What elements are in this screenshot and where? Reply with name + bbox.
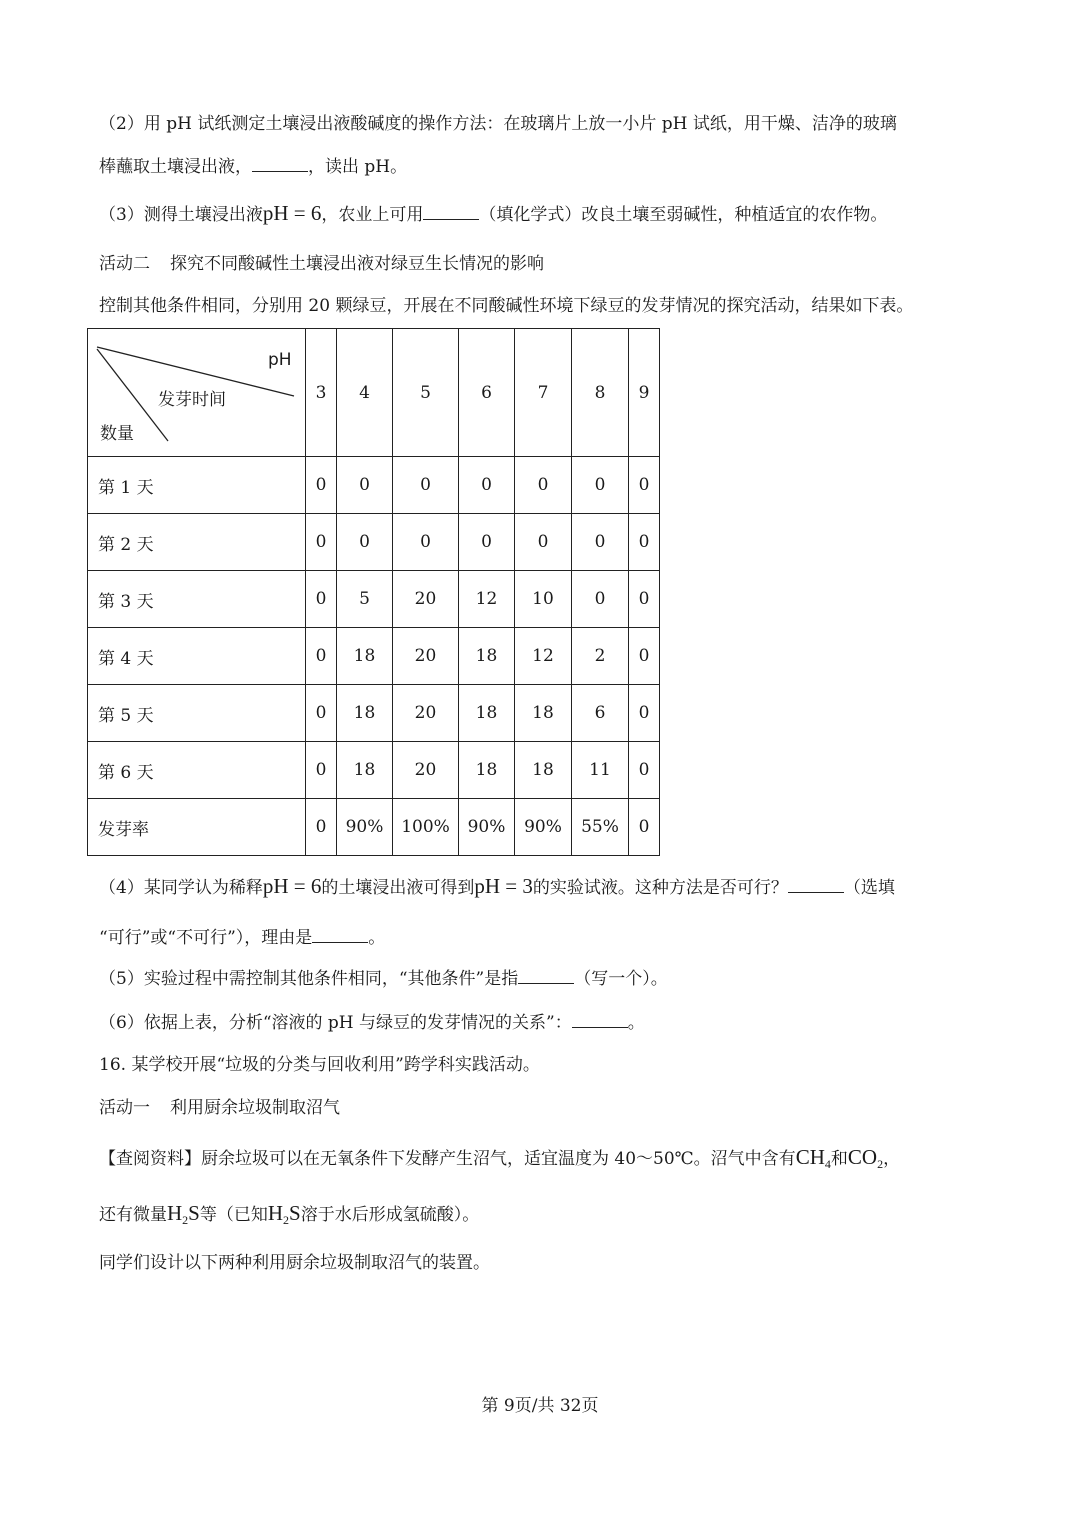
page-number-footer: 第 9页/共 32页 xyxy=(481,1396,599,1416)
table-cell: 11 xyxy=(572,742,629,799)
q5-line xyxy=(99,967,668,991)
table-cell: 12 xyxy=(515,628,572,685)
table-cell: 0 xyxy=(629,571,660,628)
table-cell: 0 xyxy=(629,742,660,799)
table-cell: 0 xyxy=(306,514,337,571)
row-label: 第 6 天 xyxy=(88,742,306,799)
row-label: 第 4 天 xyxy=(88,628,306,685)
q4-formula-2: pH = 3 xyxy=(474,874,533,898)
q3-pre: （3）测得土壤浸出液 xyxy=(99,205,263,225)
ph-header: 3 xyxy=(306,329,337,457)
q5-post: （写一个）。 xyxy=(574,969,668,989)
table-cell: 12 xyxy=(459,571,515,628)
corner-count-label: 数量 xyxy=(100,424,134,444)
q3-formula: pH = 6 xyxy=(262,201,322,225)
corner-time-label: 发芽时间 xyxy=(158,390,226,410)
table-cell: 0 xyxy=(629,799,660,856)
germination-table xyxy=(87,328,660,856)
ph-header: 7 xyxy=(515,329,572,457)
q2-line1: （2）用 pH 试纸测定土壤浸出液酸碱度的操作方法：在玻璃片上放一小片 pH 试纸，用干燥、洁净的玻璃 xyxy=(99,114,897,134)
ph-header: 8 xyxy=(572,329,629,457)
reference-text: 厨余垃圾可以在无氧条件下发酵产生沼气，适宜温度为 40～50℃。沼气中含有 xyxy=(201,1149,796,1169)
reference-line2-pre: 还有微量 xyxy=(99,1205,167,1225)
table-cell: 90% xyxy=(337,799,393,856)
reference-end: ， xyxy=(883,1149,901,1169)
q4-line2-post: 。 xyxy=(368,928,386,948)
table-cell: 0 xyxy=(306,799,337,856)
q4-line2-pre: “可行”或“不可行”），理由是 xyxy=(99,928,313,948)
q5-answer-blank[interactable] xyxy=(518,967,574,984)
table-cell: 100% xyxy=(393,799,459,856)
activity2-heading xyxy=(99,252,544,276)
q3-line xyxy=(99,201,887,227)
table-cell: 20 xyxy=(393,742,459,799)
table-cell: 0 xyxy=(515,514,572,571)
question-16: 16. 某学校开展“垃圾的分类与回收利用”跨学科实践活动。 xyxy=(99,1055,540,1075)
table-cell: 20 xyxy=(393,628,459,685)
q2-line2-pre: 棒蘸取土壤浸出液， xyxy=(99,157,252,177)
table-cell: 0 xyxy=(629,628,660,685)
table-cell: 0 xyxy=(393,514,459,571)
co2-base: CO xyxy=(847,1145,878,1169)
q6-answer-blank[interactable] xyxy=(572,1011,628,1028)
row-label: 发芽率 xyxy=(88,799,306,856)
h2s-2-sub: 2 xyxy=(283,1213,290,1227)
table-row xyxy=(88,685,660,742)
q4-tail: （选填 xyxy=(843,878,895,898)
table-cell: 18 xyxy=(459,628,515,685)
q3-mid: ，农业上可用 xyxy=(321,205,424,225)
table-cell: 0 xyxy=(337,514,393,571)
ph-header: 6 xyxy=(459,329,515,457)
q4-line1 xyxy=(99,874,895,900)
q2-line2 xyxy=(99,155,407,179)
row-label: 第 5 天 xyxy=(88,685,306,742)
table-cell: 18 xyxy=(515,685,572,742)
q5-pre: （5）实验过程中需控制其他条件相同，“其他条件”是指 xyxy=(99,969,519,989)
q3-answer-blank[interactable] xyxy=(423,203,479,220)
table-cell: 0 xyxy=(306,457,337,514)
h2s-2-s: S xyxy=(289,1201,301,1225)
reference-line2 xyxy=(99,1201,479,1227)
table-cell: 0 xyxy=(459,457,515,514)
table-cell: 18 xyxy=(337,742,393,799)
reference-and: 和 xyxy=(830,1149,848,1169)
q6-pre: （6）依据上表，分析“溶液的 pH 与绿豆的发芽情况的关系”： xyxy=(99,1013,572,1033)
table-cell: 18 xyxy=(337,685,393,742)
activity1-title: 利用厨余垃圾制取沼气 xyxy=(170,1098,340,1118)
q4-line2 xyxy=(99,926,385,950)
table-row xyxy=(88,571,660,628)
table-cell: 55% xyxy=(572,799,629,856)
h2s-formula-1 xyxy=(167,1201,200,1225)
reference-line2-post: 溶于水后形成氢硫酸）。 xyxy=(300,1205,480,1225)
table-header-row xyxy=(88,329,660,457)
row-label: 第 1 天 xyxy=(88,457,306,514)
ch4-formula xyxy=(796,1145,831,1169)
activity2-title: 探究不同酸碱性土壤浸出液对绿豆生长情况的影响 xyxy=(170,254,544,274)
table-row xyxy=(88,457,660,514)
table-cell: 5 xyxy=(337,571,393,628)
row-label: 第 2 天 xyxy=(88,514,306,571)
reference-tag: 【查阅资料】 xyxy=(99,1149,201,1169)
table-row xyxy=(88,628,660,685)
q6-line xyxy=(99,1011,645,1035)
table-cell: 18 xyxy=(459,742,515,799)
activity2-label: 活动二 xyxy=(99,254,150,274)
table-cell: 90% xyxy=(459,799,515,856)
table-cell: 2 xyxy=(572,628,629,685)
q4-pre: （4）某同学认为稀释 xyxy=(99,878,263,898)
table-cell: 0 xyxy=(629,685,660,742)
h2s-1-h: H xyxy=(167,1201,183,1225)
co2-formula xyxy=(848,1145,883,1169)
table-cell: 20 xyxy=(393,571,459,628)
table-cell: 18 xyxy=(459,685,515,742)
q4-post: 的实验试液。这种方法是否可行？ xyxy=(532,878,788,898)
table-cell: 0 xyxy=(306,742,337,799)
ph-header: 5 xyxy=(393,329,459,457)
table-cell: 0 xyxy=(515,457,572,514)
table-cell: 0 xyxy=(306,685,337,742)
table-cell: 0 xyxy=(572,571,629,628)
ch4-sub: 4 xyxy=(824,1157,831,1171)
table-cell: 18 xyxy=(337,628,393,685)
reference-line2-mid: 等（已知 xyxy=(199,1205,268,1225)
h2s-2-h: H xyxy=(267,1201,284,1225)
ph-header: 9 xyxy=(629,329,660,457)
table-corner-cell xyxy=(88,329,306,457)
table-cell: 0 xyxy=(459,514,515,571)
h2s-formula-2 xyxy=(268,1201,301,1225)
q4-mid: 的土壤浸出液可得到 xyxy=(321,878,475,898)
table-row xyxy=(88,514,660,571)
table-cell: 0 xyxy=(572,514,629,571)
table-row xyxy=(88,799,660,856)
table-cell: 18 xyxy=(515,742,572,799)
table-cell: 0 xyxy=(572,457,629,514)
table-cell: 0 xyxy=(629,457,660,514)
q2-answer-blank[interactable] xyxy=(252,155,308,172)
table-cell: 10 xyxy=(515,571,572,628)
ch4-base: CH xyxy=(795,1145,825,1169)
device-design-line: 同学们设计以下两种利用厨余垃圾制取沼气的装置。 xyxy=(99,1253,490,1273)
table-cell: 20 xyxy=(393,685,459,742)
row-label: 第 3 天 xyxy=(88,571,306,628)
table-cell: 0 xyxy=(337,457,393,514)
table-cell: 0 xyxy=(306,571,337,628)
q2-line2-post: ，读出 pH。 xyxy=(308,157,408,177)
experiment-intro: 控制其他条件相同，分别用 20 颗绿豆，开展在不同酸碱性环境下绿豆的发芽情况的探究活动，结果如下表。 xyxy=(99,296,914,316)
activity1-heading xyxy=(99,1096,340,1120)
corner-ph-label: pH xyxy=(268,350,292,370)
activity1-label: 活动一 xyxy=(99,1098,150,1118)
co2-sub: 2 xyxy=(877,1157,884,1171)
h2s-1-sub: 2 xyxy=(182,1213,189,1227)
h2s-1-s: S xyxy=(188,1201,200,1225)
table-cell: 90% xyxy=(515,799,572,856)
ph-header: 4 xyxy=(337,329,393,457)
table-cell: 0 xyxy=(393,457,459,514)
table-cell: 0 xyxy=(629,514,660,571)
q6-post: 。 xyxy=(627,1013,645,1033)
q4-answer-blank-1[interactable] xyxy=(788,876,844,893)
table-cell: 6 xyxy=(572,685,629,742)
q3-post: （填化学式）改良土壤至弱碱性，种植适宜的农作物。 xyxy=(479,205,888,225)
q4-answer-blank-2[interactable] xyxy=(312,926,368,943)
table-row xyxy=(88,742,660,799)
q4-formula-1: pH = 6 xyxy=(262,874,322,898)
reference-line1 xyxy=(99,1145,900,1171)
table-cell: 0 xyxy=(306,628,337,685)
